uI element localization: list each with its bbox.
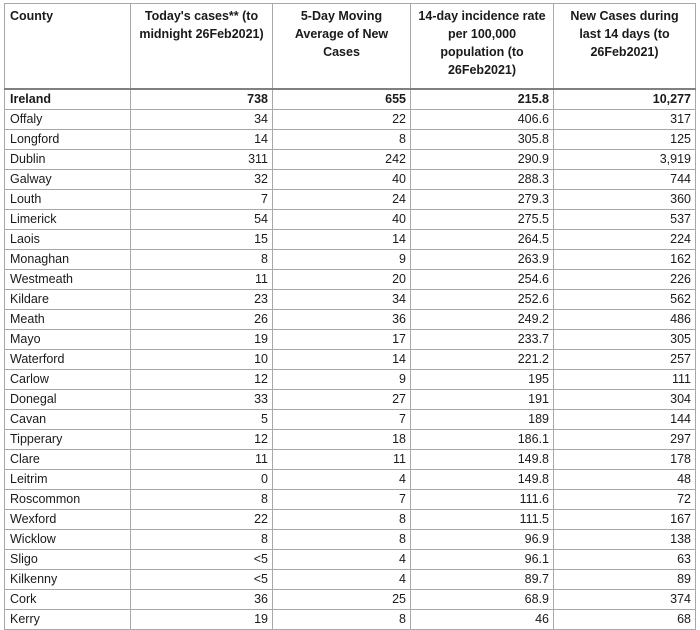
cell-five-day-average: 4 bbox=[273, 470, 411, 490]
cell-fourteen-day-incidence: 406.6 bbox=[411, 110, 554, 130]
cell-fourteen-day-incidence: 68.9 bbox=[411, 590, 554, 610]
cell-new-cases-fourteen-days: 63 bbox=[554, 550, 696, 570]
cell-five-day-average: 8 bbox=[273, 610, 411, 630]
cell-county: Tipperary bbox=[5, 430, 131, 450]
cell-todays-cases: 19 bbox=[131, 330, 273, 350]
cell-fourteen-day-incidence: 249.2 bbox=[411, 310, 554, 330]
cell-five-day-average: 8 bbox=[273, 510, 411, 530]
table-row bbox=[5, 330, 696, 350]
cell-fourteen-day-incidence: 263.9 bbox=[411, 250, 554, 270]
cell-fourteen-day-incidence: 186.1 bbox=[411, 430, 554, 450]
cell-fourteen-day-incidence: 96.9 bbox=[411, 530, 554, 550]
cell-new-cases-fourteen-days: 162 bbox=[554, 250, 696, 270]
cell-new-cases-fourteen-days: 304 bbox=[554, 390, 696, 410]
cell-todays-cases: 0 bbox=[131, 470, 273, 490]
cell-county: Meath bbox=[5, 310, 131, 330]
cell-five-day-average: 20 bbox=[273, 270, 411, 290]
cell-todays-cases: 8 bbox=[131, 250, 273, 270]
cell-county: Ireland bbox=[5, 89, 131, 110]
cell-new-cases-fourteen-days: 360 bbox=[554, 190, 696, 210]
cell-new-cases-fourteen-days: 167 bbox=[554, 510, 696, 530]
cell-county: Donegal bbox=[5, 390, 131, 410]
cell-county: Carlow bbox=[5, 370, 131, 390]
cell-fourteen-day-incidence: 149.8 bbox=[411, 470, 554, 490]
cell-new-cases-fourteen-days: 48 bbox=[554, 470, 696, 490]
cell-county: Kerry bbox=[5, 610, 131, 630]
cell-county: Galway bbox=[5, 170, 131, 190]
cell-five-day-average: 4 bbox=[273, 570, 411, 590]
header-fourteen-day-incidence: 14-day incidence rate per 100,000 population (to 26Feb2021) bbox=[411, 4, 554, 90]
table-row bbox=[5, 110, 696, 130]
cell-fourteen-day-incidence: 275.5 bbox=[411, 210, 554, 230]
cell-five-day-average: 14 bbox=[273, 350, 411, 370]
cell-fourteen-day-incidence: 252.6 bbox=[411, 290, 554, 310]
cell-todays-cases: 14 bbox=[131, 130, 273, 150]
cell-county: Longford bbox=[5, 130, 131, 150]
cell-fourteen-day-incidence: 215.8 bbox=[411, 89, 554, 110]
cell-todays-cases: 22 bbox=[131, 510, 273, 530]
cell-five-day-average: 27 bbox=[273, 390, 411, 410]
table-row bbox=[5, 250, 696, 270]
table-row bbox=[5, 610, 696, 630]
header-five-day-average: 5-Day Moving Average of New Cases bbox=[273, 4, 411, 90]
cell-fourteen-day-incidence: 46 bbox=[411, 610, 554, 630]
cell-todays-cases: 10 bbox=[131, 350, 273, 370]
header-row bbox=[5, 4, 696, 90]
cell-fourteen-day-incidence: 89.7 bbox=[411, 570, 554, 590]
cell-fourteen-day-incidence: 191 bbox=[411, 390, 554, 410]
cell-new-cases-fourteen-days: 138 bbox=[554, 530, 696, 550]
table-row bbox=[5, 290, 696, 310]
cell-new-cases-fourteen-days: 111 bbox=[554, 370, 696, 390]
cell-five-day-average: 4 bbox=[273, 550, 411, 570]
cell-new-cases-fourteen-days: 744 bbox=[554, 170, 696, 190]
cell-five-day-average: 18 bbox=[273, 430, 411, 450]
cell-todays-cases: 12 bbox=[131, 430, 273, 450]
cell-five-day-average: 8 bbox=[273, 530, 411, 550]
cell-new-cases-fourteen-days: 89 bbox=[554, 570, 696, 590]
cell-five-day-average: 24 bbox=[273, 190, 411, 210]
header-county: County bbox=[5, 4, 131, 90]
cell-five-day-average: 242 bbox=[273, 150, 411, 170]
cell-fourteen-day-incidence: 96.1 bbox=[411, 550, 554, 570]
cell-county: Wicklow bbox=[5, 530, 131, 550]
cell-five-day-average: 8 bbox=[273, 130, 411, 150]
cell-new-cases-fourteen-days: 224 bbox=[554, 230, 696, 250]
header-todays-cases: Today's cases** (to midnight 26Feb2021) bbox=[131, 4, 273, 90]
table-row bbox=[5, 410, 696, 430]
table-row bbox=[5, 570, 696, 590]
cell-todays-cases: 7 bbox=[131, 190, 273, 210]
table-row bbox=[5, 590, 696, 610]
cell-fourteen-day-incidence: 264.5 bbox=[411, 230, 554, 250]
cell-five-day-average: 22 bbox=[273, 110, 411, 130]
cell-five-day-average: 9 bbox=[273, 250, 411, 270]
cell-county: Limerick bbox=[5, 210, 131, 230]
cell-county: Laois bbox=[5, 230, 131, 250]
cell-fourteen-day-incidence: 233.7 bbox=[411, 330, 554, 350]
table-row bbox=[5, 190, 696, 210]
table-row bbox=[5, 310, 696, 330]
cell-five-day-average: 14 bbox=[273, 230, 411, 250]
cell-todays-cases: 23 bbox=[131, 290, 273, 310]
cell-five-day-average: 11 bbox=[273, 450, 411, 470]
cell-todays-cases: <5 bbox=[131, 550, 273, 570]
cell-new-cases-fourteen-days: 178 bbox=[554, 450, 696, 470]
cell-county: Dublin bbox=[5, 150, 131, 170]
table-row bbox=[5, 470, 696, 490]
cell-county: Mayo bbox=[5, 330, 131, 350]
cell-new-cases-fourteen-days: 305 bbox=[554, 330, 696, 350]
cell-fourteen-day-incidence: 290.9 bbox=[411, 150, 554, 170]
cell-county: Clare bbox=[5, 450, 131, 470]
cell-county: Cork bbox=[5, 590, 131, 610]
cell-fourteen-day-incidence: 189 bbox=[411, 410, 554, 430]
table-row bbox=[5, 150, 696, 170]
cell-new-cases-fourteen-days: 297 bbox=[554, 430, 696, 450]
cell-todays-cases: 33 bbox=[131, 390, 273, 410]
table-row bbox=[5, 430, 696, 450]
cell-todays-cases: 15 bbox=[131, 230, 273, 250]
cell-todays-cases: <5 bbox=[131, 570, 273, 590]
cell-fourteen-day-incidence: 288.3 bbox=[411, 170, 554, 190]
cell-five-day-average: 9 bbox=[273, 370, 411, 390]
cell-five-day-average: 40 bbox=[273, 210, 411, 230]
cell-county: Cavan bbox=[5, 410, 131, 430]
cell-new-cases-fourteen-days: 125 bbox=[554, 130, 696, 150]
cell-county: Wexford bbox=[5, 510, 131, 530]
cell-county: Monaghan bbox=[5, 250, 131, 270]
cell-county: Offaly bbox=[5, 110, 131, 130]
table-row bbox=[5, 490, 696, 510]
cell-todays-cases: 8 bbox=[131, 490, 273, 510]
cell-five-day-average: 34 bbox=[273, 290, 411, 310]
cell-five-day-average: 655 bbox=[273, 89, 411, 110]
cell-new-cases-fourteen-days: 10,277 bbox=[554, 89, 696, 110]
cell-todays-cases: 12 bbox=[131, 370, 273, 390]
header-new-cases-fourteen-days: New Cases during last 14 days (to 26Feb2021) bbox=[554, 4, 696, 90]
table-row bbox=[5, 130, 696, 150]
cell-new-cases-fourteen-days: 562 bbox=[554, 290, 696, 310]
cell-county: Sligo bbox=[5, 550, 131, 570]
county-cases-table-container bbox=[4, 3, 695, 630]
cell-fourteen-day-incidence: 305.8 bbox=[411, 130, 554, 150]
table-row bbox=[5, 210, 696, 230]
cell-todays-cases: 19 bbox=[131, 610, 273, 630]
cell-new-cases-fourteen-days: 144 bbox=[554, 410, 696, 430]
cell-fourteen-day-incidence: 195 bbox=[411, 370, 554, 390]
cell-todays-cases: 5 bbox=[131, 410, 273, 430]
cell-todays-cases: 738 bbox=[131, 89, 273, 110]
table-row bbox=[5, 510, 696, 530]
cell-new-cases-fourteen-days: 486 bbox=[554, 310, 696, 330]
table-row bbox=[5, 530, 696, 550]
table-body bbox=[5, 89, 696, 630]
cell-todays-cases: 311 bbox=[131, 150, 273, 170]
cell-five-day-average: 17 bbox=[273, 330, 411, 350]
cell-new-cases-fourteen-days: 226 bbox=[554, 270, 696, 290]
cell-county: Louth bbox=[5, 190, 131, 210]
cell-five-day-average: 40 bbox=[273, 170, 411, 190]
table-row bbox=[5, 370, 696, 390]
cell-new-cases-fourteen-days: 3,919 bbox=[554, 150, 696, 170]
cell-fourteen-day-incidence: 279.3 bbox=[411, 190, 554, 210]
table-row-total bbox=[5, 89, 696, 110]
table-row bbox=[5, 350, 696, 370]
cell-todays-cases: 34 bbox=[131, 110, 273, 130]
cell-new-cases-fourteen-days: 374 bbox=[554, 590, 696, 610]
cell-new-cases-fourteen-days: 257 bbox=[554, 350, 696, 370]
cell-fourteen-day-incidence: 254.6 bbox=[411, 270, 554, 290]
cell-five-day-average: 7 bbox=[273, 490, 411, 510]
cell-fourteen-day-incidence: 111.5 bbox=[411, 510, 554, 530]
cell-county: Roscommon bbox=[5, 490, 131, 510]
cell-county: Kilkenny bbox=[5, 570, 131, 590]
cell-new-cases-fourteen-days: 317 bbox=[554, 110, 696, 130]
table-header bbox=[5, 4, 696, 90]
cell-new-cases-fourteen-days: 537 bbox=[554, 210, 696, 230]
cell-five-day-average: 25 bbox=[273, 590, 411, 610]
cell-five-day-average: 36 bbox=[273, 310, 411, 330]
cell-fourteen-day-incidence: 111.6 bbox=[411, 490, 554, 510]
table-row bbox=[5, 550, 696, 570]
cell-todays-cases: 32 bbox=[131, 170, 273, 190]
cell-todays-cases: 26 bbox=[131, 310, 273, 330]
cell-five-day-average: 7 bbox=[273, 410, 411, 430]
cell-county: Kildare bbox=[5, 290, 131, 310]
table-row bbox=[5, 170, 696, 190]
cell-new-cases-fourteen-days: 68 bbox=[554, 610, 696, 630]
cell-fourteen-day-incidence: 221.2 bbox=[411, 350, 554, 370]
cell-todays-cases: 11 bbox=[131, 450, 273, 470]
cell-todays-cases: 11 bbox=[131, 270, 273, 290]
table-row bbox=[5, 270, 696, 290]
county-cases-table bbox=[4, 3, 696, 630]
table-row bbox=[5, 230, 696, 250]
table-row bbox=[5, 450, 696, 470]
cell-new-cases-fourteen-days: 72 bbox=[554, 490, 696, 510]
cell-todays-cases: 54 bbox=[131, 210, 273, 230]
table-row bbox=[5, 390, 696, 410]
cell-fourteen-day-incidence: 149.8 bbox=[411, 450, 554, 470]
cell-todays-cases: 8 bbox=[131, 530, 273, 550]
cell-county: Leitrim bbox=[5, 470, 131, 490]
cell-county: Westmeath bbox=[5, 270, 131, 290]
cell-county: Waterford bbox=[5, 350, 131, 370]
cell-todays-cases: 36 bbox=[131, 590, 273, 610]
